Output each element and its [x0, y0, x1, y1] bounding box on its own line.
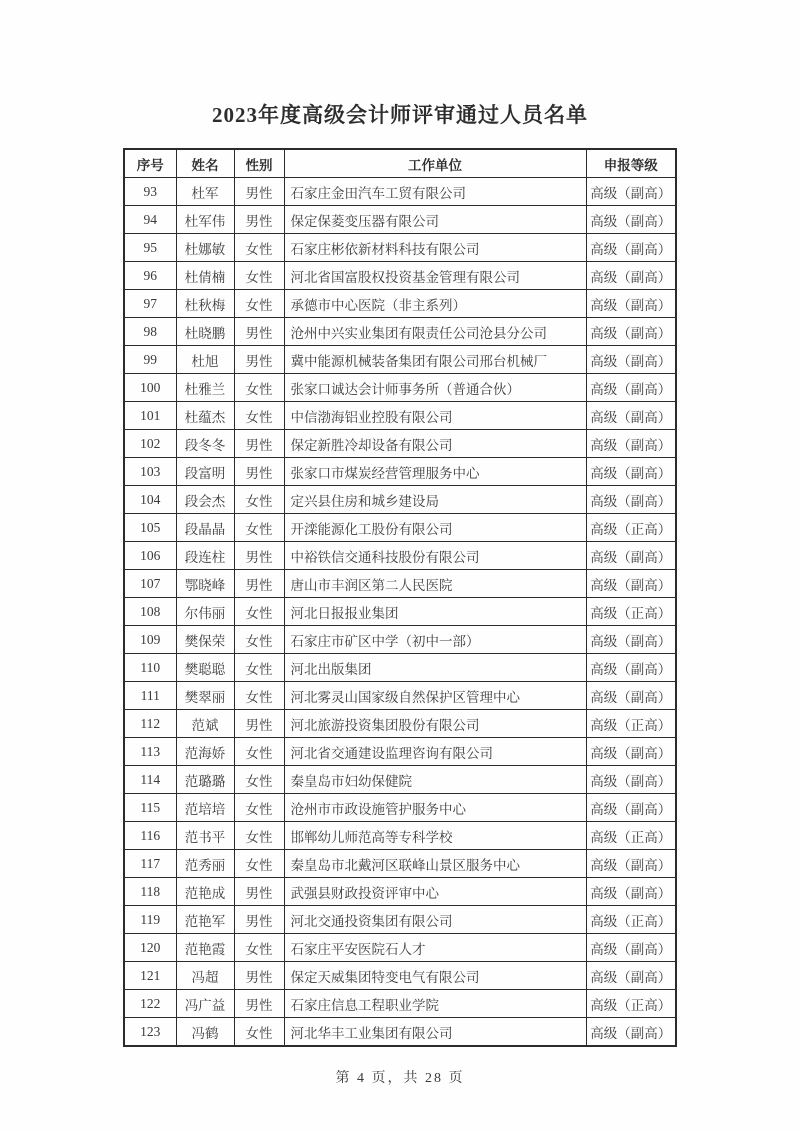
cell-declared-level: 高级（正高） — [586, 514, 676, 542]
cell-person-name: 范艳成 — [176, 878, 234, 906]
cell-declared-level: 高级（副高） — [586, 486, 676, 514]
cell-declared-level: 高级（副高） — [586, 542, 676, 570]
cell-person-name: 杜倩楠 — [176, 262, 234, 290]
cell-serial-number: 116 — [124, 822, 176, 850]
table-row — [124, 402, 676, 430]
cell-declared-level: 高级（正高） — [586, 598, 676, 626]
cell-gender: 男性 — [234, 570, 284, 598]
cell-serial-number: 107 — [124, 570, 176, 598]
cell-person-name: 段连柱 — [176, 542, 234, 570]
cell-gender: 女性 — [234, 626, 284, 654]
cell-serial-number: 119 — [124, 906, 176, 934]
cell-work-unit: 石家庄金田汽车工贸有限公司 — [284, 178, 586, 206]
cell-declared-level: 高级（副高） — [586, 1018, 676, 1047]
cell-declared-level: 高级（副高） — [586, 346, 676, 374]
cell-work-unit: 张家口市煤炭经营管理服务中心 — [284, 458, 586, 486]
cell-work-unit: 张家口诚达会计师事务所（普通合伙） — [284, 374, 586, 402]
cell-gender: 男性 — [234, 990, 284, 1018]
cell-gender: 男性 — [234, 710, 284, 738]
cell-gender: 女性 — [234, 850, 284, 878]
cell-person-name: 杜秋梅 — [176, 290, 234, 318]
cell-work-unit: 保定天威集团特变电气有限公司 — [284, 962, 586, 990]
cell-serial-number: 114 — [124, 766, 176, 794]
cell-gender: 女性 — [234, 766, 284, 794]
table-row — [124, 234, 676, 262]
cell-serial-number: 102 — [124, 430, 176, 458]
cell-gender: 女性 — [234, 822, 284, 850]
cell-gender: 女性 — [234, 234, 284, 262]
cell-person-name: 段冬冬 — [176, 430, 234, 458]
table-row — [124, 570, 676, 598]
table-row — [124, 178, 676, 206]
cell-serial-number: 113 — [124, 738, 176, 766]
cell-work-unit: 武强县财政投资评审中心 — [284, 878, 586, 906]
cell-person-name: 范秀丽 — [176, 850, 234, 878]
cell-gender: 男性 — [234, 430, 284, 458]
cell-serial-number: 111 — [124, 682, 176, 710]
page-number-footer: 第 4 页，共 28 页 — [335, 1071, 465, 1086]
cell-gender: 女性 — [234, 682, 284, 710]
cell-person-name: 杜军 — [176, 178, 234, 206]
cell-gender: 男性 — [234, 878, 284, 906]
cell-declared-level: 高级（副高） — [586, 738, 676, 766]
cell-serial-number: 104 — [124, 486, 176, 514]
cell-gender: 女性 — [234, 402, 284, 430]
cell-serial-number: 110 — [124, 654, 176, 682]
table-row — [124, 430, 676, 458]
cell-declared-level: 高级（副高） — [586, 962, 676, 990]
cell-gender: 女性 — [234, 934, 284, 962]
cell-work-unit: 石家庄彬依新材料科技有限公司 — [284, 234, 586, 262]
cell-person-name: 杜蕴杰 — [176, 402, 234, 430]
cell-work-unit: 石家庄市矿区中学（初中一部） — [284, 626, 586, 654]
cell-person-name: 段晶晶 — [176, 514, 234, 542]
table-row — [124, 878, 676, 906]
cell-person-name: 段富明 — [176, 458, 234, 486]
cell-declared-level: 高级（正高） — [586, 906, 676, 934]
cell-serial-number: 109 — [124, 626, 176, 654]
cell-work-unit: 中裕铁信交通科技股份有限公司 — [284, 542, 586, 570]
table-row — [124, 850, 676, 878]
table-row — [124, 458, 676, 486]
cell-declared-level: 高级（副高） — [586, 878, 676, 906]
cell-person-name: 范艳军 — [176, 906, 234, 934]
header-declared-level: 申报等级 — [586, 149, 676, 178]
cell-work-unit: 沧州中兴实业集团有限责任公司沧县分公司 — [284, 318, 586, 346]
cell-gender: 男性 — [234, 962, 284, 990]
cell-work-unit: 河北省交通建设监理咨询有限公司 — [284, 738, 586, 766]
cell-declared-level: 高级（副高） — [586, 262, 676, 290]
cell-serial-number: 120 — [124, 934, 176, 962]
cell-serial-number: 93 — [124, 178, 176, 206]
cell-declared-level: 高级（副高） — [586, 290, 676, 318]
header-serial-number: 序号 — [124, 149, 176, 178]
cell-declared-level: 高级（副高） — [586, 402, 676, 430]
cell-gender: 女性 — [234, 262, 284, 290]
cell-work-unit: 保定新胜冷却设备有限公司 — [284, 430, 586, 458]
cell-person-name: 杜娜敏 — [176, 234, 234, 262]
table-row — [124, 962, 676, 990]
cell-work-unit: 唐山市丰润区第二人民医院 — [284, 570, 586, 598]
cell-person-name: 杜军伟 — [176, 206, 234, 234]
cell-person-name: 樊翠丽 — [176, 682, 234, 710]
header-gender: 性别 — [234, 149, 284, 178]
cell-serial-number: 99 — [124, 346, 176, 374]
cell-work-unit: 石家庄平安医院石人才 — [284, 934, 586, 962]
table-row — [124, 374, 676, 402]
table-body — [124, 178, 676, 1047]
cell-serial-number: 103 — [124, 458, 176, 486]
cell-work-unit: 定兴县住房和城乡建设局 — [284, 486, 586, 514]
cell-person-name: 段会杰 — [176, 486, 234, 514]
cell-gender: 女性 — [234, 1018, 284, 1047]
cell-person-name: 樊聪聪 — [176, 654, 234, 682]
table-row — [124, 990, 676, 1018]
table-row — [124, 794, 676, 822]
cell-work-unit: 石家庄信息工程职业学院 — [284, 990, 586, 1018]
cell-declared-level: 高级（副高） — [586, 682, 676, 710]
cell-gender: 女性 — [234, 654, 284, 682]
cell-person-name: 范书平 — [176, 822, 234, 850]
cell-person-name: 冯鹤 — [176, 1018, 234, 1047]
cell-serial-number: 95 — [124, 234, 176, 262]
cell-serial-number: 117 — [124, 850, 176, 878]
roster-table — [123, 148, 677, 1047]
cell-declared-level: 高级（副高） — [586, 318, 676, 346]
cell-work-unit: 河北华丰工业集团有限公司 — [284, 1018, 586, 1047]
cell-serial-number: 123 — [124, 1018, 176, 1047]
cell-person-name: 杜旭 — [176, 346, 234, 374]
cell-serial-number: 112 — [124, 710, 176, 738]
cell-work-unit: 沧州市市政设施管护服务中心 — [284, 794, 586, 822]
cell-work-unit: 承德市中心医院（非主系列） — [284, 290, 586, 318]
cell-work-unit: 中信渤海铝业控股有限公司 — [284, 402, 586, 430]
cell-person-name: 范斌 — [176, 710, 234, 738]
cell-work-unit: 河北日报报业集团 — [284, 598, 586, 626]
cell-work-unit: 秦皇岛市妇幼保健院 — [284, 766, 586, 794]
cell-gender: 男性 — [234, 206, 284, 234]
cell-serial-number: 106 — [124, 542, 176, 570]
cell-person-name: 杜雅兰 — [176, 374, 234, 402]
cell-declared-level: 高级（副高） — [586, 850, 676, 878]
cell-work-unit: 保定保菱变压器有限公司 — [284, 206, 586, 234]
table-row — [124, 626, 676, 654]
cell-serial-number: 115 — [124, 794, 176, 822]
cell-serial-number: 118 — [124, 878, 176, 906]
cell-gender: 男性 — [234, 542, 284, 570]
cell-declared-level: 高级（正高） — [586, 822, 676, 850]
cell-declared-level: 高级（副高） — [586, 626, 676, 654]
cell-serial-number: 121 — [124, 962, 176, 990]
cell-serial-number: 94 — [124, 206, 176, 234]
cell-work-unit: 冀中能源机械装备集团有限公司邢台机械厂 — [284, 346, 586, 374]
cell-serial-number: 105 — [124, 514, 176, 542]
cell-gender: 女性 — [234, 794, 284, 822]
cell-work-unit: 河北交通投资集团有限公司 — [284, 906, 586, 934]
table-row — [124, 654, 676, 682]
cell-declared-level: 高级（副高） — [586, 654, 676, 682]
header-work-unit: 工作单位 — [284, 149, 586, 178]
table-row — [124, 682, 676, 710]
cell-work-unit: 开滦能源化工股份有限公司 — [284, 514, 586, 542]
table-row — [124, 318, 676, 346]
cell-person-name: 杜晓鹏 — [176, 318, 234, 346]
cell-person-name: 范培培 — [176, 794, 234, 822]
table-row — [124, 1018, 676, 1047]
cell-declared-level: 高级（副高） — [586, 794, 676, 822]
cell-work-unit: 河北雾灵山国家级自然保护区管理中心 — [284, 682, 586, 710]
cell-person-name: 范璐璐 — [176, 766, 234, 794]
cell-serial-number: 122 — [124, 990, 176, 1018]
cell-serial-number: 100 — [124, 374, 176, 402]
cell-serial-number: 97 — [124, 290, 176, 318]
table-row — [124, 906, 676, 934]
cell-gender: 男性 — [234, 346, 284, 374]
cell-declared-level: 高级（副高） — [586, 206, 676, 234]
cell-work-unit: 邯郸幼儿师范高等专科学校 — [284, 822, 586, 850]
cell-work-unit: 河北省国富股权投资基金管理有限公司 — [284, 262, 586, 290]
cell-declared-level: 高级（副高） — [586, 374, 676, 402]
cell-gender: 男性 — [234, 458, 284, 486]
table-row — [124, 290, 676, 318]
table-header-row — [124, 149, 676, 178]
cell-person-name: 范海娇 — [176, 738, 234, 766]
cell-gender: 女性 — [234, 290, 284, 318]
cell-declared-level: 高级（正高） — [586, 710, 676, 738]
cell-person-name: 冯广益 — [176, 990, 234, 1018]
cell-serial-number: 101 — [124, 402, 176, 430]
cell-gender: 女性 — [234, 738, 284, 766]
table-row — [124, 514, 676, 542]
cell-person-name: 尔伟丽 — [176, 598, 234, 626]
table-row — [124, 542, 676, 570]
cell-declared-level: 高级（副高） — [586, 234, 676, 262]
cell-work-unit: 河北出版集团 — [284, 654, 586, 682]
cell-person-name: 樊保荣 — [176, 626, 234, 654]
table-row — [124, 710, 676, 738]
cell-declared-level: 高级（副高） — [586, 766, 676, 794]
cell-declared-level: 高级（副高） — [586, 430, 676, 458]
cell-work-unit: 河北旅游投资集团股份有限公司 — [284, 710, 586, 738]
cell-gender: 女性 — [234, 486, 284, 514]
cell-serial-number: 98 — [124, 318, 176, 346]
table-row — [124, 346, 676, 374]
table-row — [124, 486, 676, 514]
table-row — [124, 262, 676, 290]
table-row — [124, 822, 676, 850]
table-row — [124, 738, 676, 766]
header-name: 姓名 — [176, 149, 234, 178]
cell-serial-number: 108 — [124, 598, 176, 626]
cell-gender: 女性 — [234, 598, 284, 626]
cell-declared-level: 高级（副高） — [586, 178, 676, 206]
table-row — [124, 206, 676, 234]
cell-person-name: 冯超 — [176, 962, 234, 990]
cell-work-unit: 秦皇岛市北戴河区联峰山景区服务中心 — [284, 850, 586, 878]
cell-gender: 女性 — [234, 514, 284, 542]
table-row — [124, 766, 676, 794]
cell-gender: 女性 — [234, 374, 284, 402]
cell-gender: 男性 — [234, 906, 284, 934]
cell-declared-level: 高级（副高） — [586, 458, 676, 486]
cell-gender: 男性 — [234, 318, 284, 346]
table-row — [124, 934, 676, 962]
cell-gender: 男性 — [234, 178, 284, 206]
cell-declared-level: 高级（正高） — [586, 990, 676, 1018]
cell-declared-level: 高级（副高） — [586, 570, 676, 598]
page-title: 2023年度高级会计师评审通过人员名单 — [212, 103, 588, 127]
cell-person-name: 鄂晓峰 — [176, 570, 234, 598]
cell-serial-number: 96 — [124, 262, 176, 290]
cell-person-name: 范艳霞 — [176, 934, 234, 962]
table-row — [124, 598, 676, 626]
cell-declared-level: 高级（副高） — [586, 934, 676, 962]
